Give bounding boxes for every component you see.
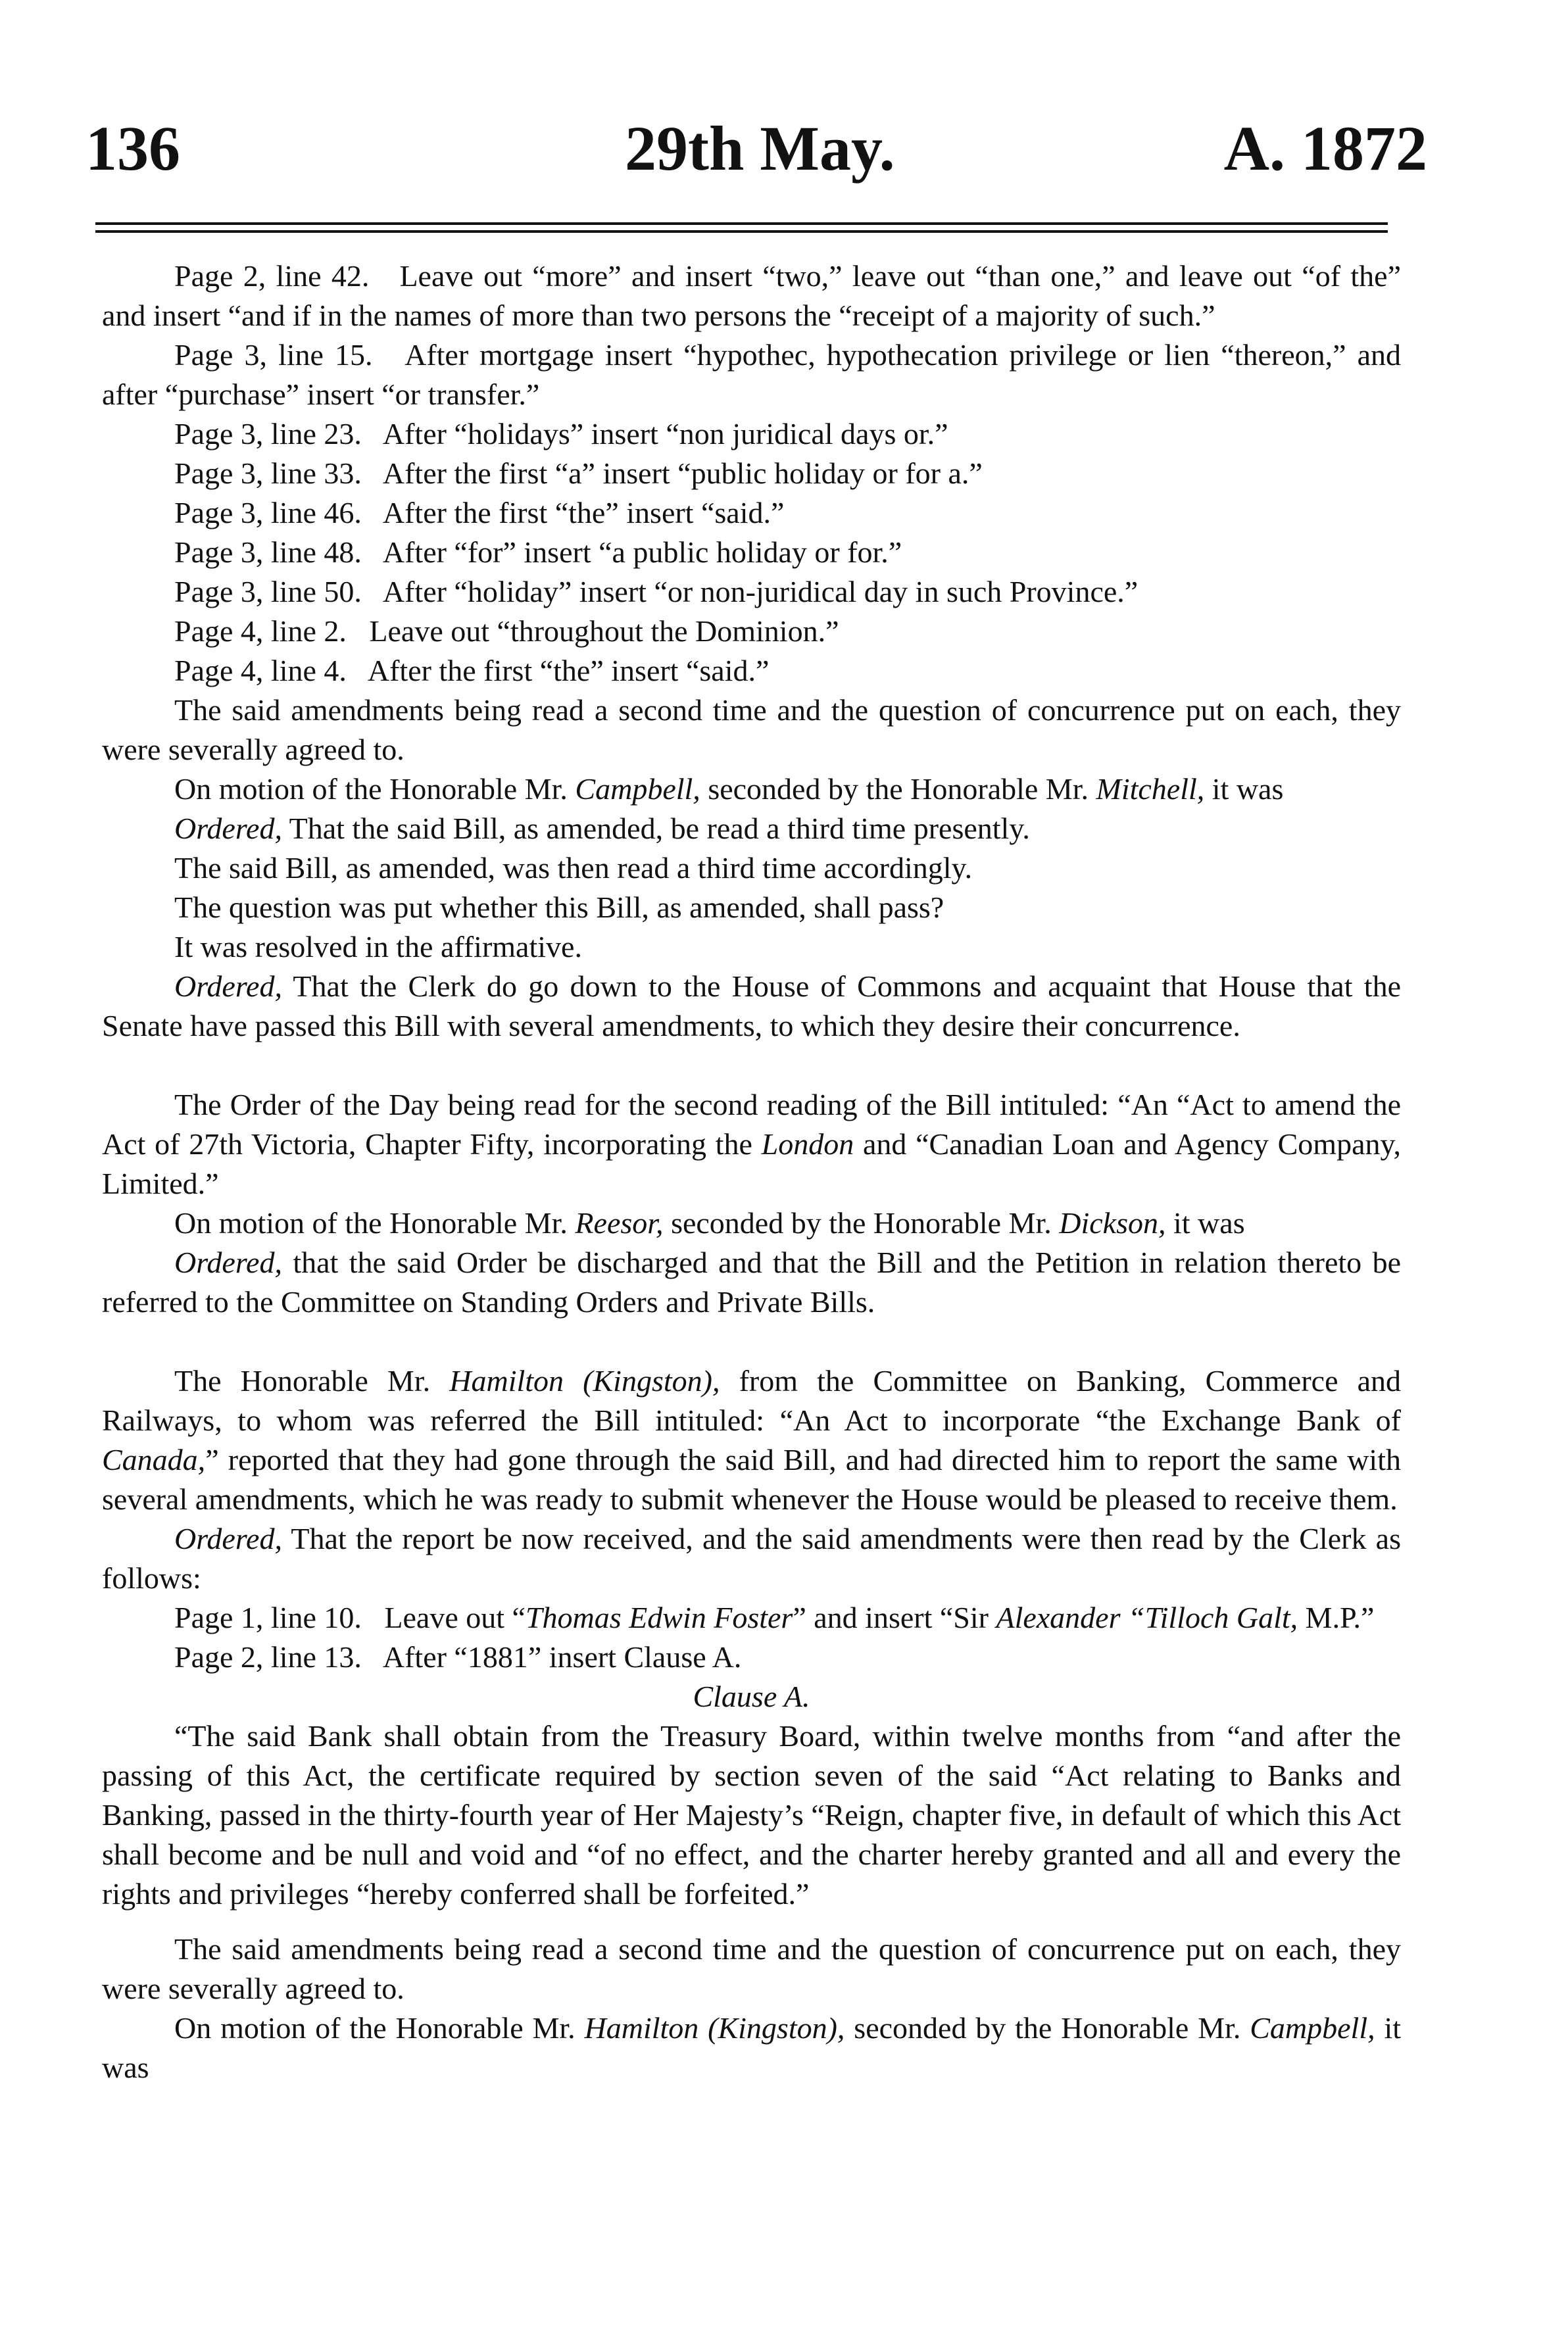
- header-rule-top: [95, 222, 1388, 225]
- mover-name: Hamilton (Kingston),: [584, 2011, 845, 2045]
- order-text: The Order of the Day being read for the second reading of the Bill intituled: “An “Act to amend the Act of 27th Victoria, Chapter Fifty, incorporating the: [102, 1088, 1401, 1161]
- ordered-text: That the Clerk do go down to the House of Commons and acquaint that House that the Senate have passed this Bill with several amendments, to which they desire their concurrence.: [102, 969, 1401, 1042]
- bank-name: Canada,: [102, 1443, 206, 1476]
- amendment-page1-line10: [102, 1598, 1401, 1638]
- journal-text: [102, 256, 1401, 2087]
- amendment-text: M.P.”: [1305, 1601, 1375, 1634]
- amendment-ref: Page 3, line 23.: [174, 417, 362, 451]
- amendment-text: After “holidays” insert “non juridical days or.”: [382, 417, 948, 451]
- amendment-text: Leave out “throughout the Dominion.”: [369, 614, 839, 648]
- amendment-page2-line42: [102, 256, 1401, 335]
- reporter-name: Hamilton (Kingston),: [449, 1364, 720, 1398]
- committee-report-paragraph: [102, 1361, 1401, 1519]
- report-text: The Honorable Mr.: [174, 1364, 431, 1398]
- seconder-name: Campbell,: [1250, 2011, 1375, 2045]
- concurrence-paragraph: The said amendments being read a second time and the question of concurrence put on each, they were severally agreed to.: [102, 1932, 1401, 2005]
- motion-paragraph: [102, 1204, 1401, 1243]
- report-text: ” reported that they had gone through the said Bill, and had directed him to report the same with several amendments, which he was ready to submit whenever the House would be pleased to receive them.: [102, 1443, 1401, 1516]
- ordered-label: Ordered,: [174, 812, 282, 845]
- amendment-page2-line13: [102, 1638, 1401, 1677]
- amendment-ref: Page 3, line 50.: [174, 575, 362, 608]
- motion-text: it was: [102, 2011, 1402, 2084]
- order-text: and “Canadian Loan and Agency Company, Limited.”: [102, 1127, 1401, 1200]
- ordered-text: that the said Order be discharged and that the Bill and the Petition in relation thereto be referred to the Committee on Standing Orders and Private Bills.: [102, 1246, 1401, 1319]
- mover-name: Reesor,: [575, 1206, 664, 1240]
- amendment-ref: Page 3, line 33.: [174, 456, 362, 490]
- page-date: 29th May.: [625, 113, 895, 183]
- amendment-text: After the first “the” insert “said.”: [382, 496, 785, 529]
- motion-text: On motion of the Honorable Mr.: [174, 1206, 568, 1240]
- amendment-item: [102, 493, 1401, 533]
- ordered-text: That the said Bill, as amended, be read a third time presently.: [289, 812, 1030, 845]
- ordered-label: Ordered,: [174, 1522, 282, 1555]
- third-reading-paragraph: The said Bill, as amended, was then read a third time accordingly.: [174, 851, 973, 885]
- question-paragraph: The question was put whether this Bill, as amended, shall pass?: [174, 890, 944, 924]
- report-text: from the Committee on Banking, Commerce and Railways, to whom was referred the Bill intituled: “An Act to incorporate “the Exchange Bank of: [102, 1364, 1402, 1437]
- seconder-name: Dickson,: [1059, 1206, 1166, 1240]
- order-of-day-paragraph: [102, 1085, 1401, 1204]
- section-gap: [102, 1046, 1401, 1085]
- motion-paragraph: [102, 2009, 1401, 2087]
- amendment-item: [102, 454, 1401, 493]
- amendment-item: [102, 651, 1401, 691]
- seconder-name: Mitchell,: [1096, 772, 1205, 806]
- amendment-ref: Page 3, line 15.: [174, 338, 373, 372]
- motion-text: seconded by the Honorable Mr.: [708, 772, 1089, 806]
- resolved-paragraph: It was resolved in the affirmative.: [174, 930, 582, 963]
- clause-title: Clause A.: [693, 1680, 810, 1713]
- amendment-item: [102, 572, 1401, 612]
- clause-text: “The said Bank shall obtain from the Treasury Board, within twelve months from “and after the passing of this Act, the certificate required by section seven of the said “Act relating to Banks and Banking, passed in the thirty-fourth year of Her Majesty’s “Reign, chapter five, in default of which this Act shall become and be null and void and “of no effect, and the charter hereby granted and all and every the rights and privileges “hereby conferred shall be forfeited.”: [102, 1719, 1401, 1911]
- amendment-ref: Page 2, line 13.: [174, 1640, 362, 1674]
- motion-paragraph: [102, 769, 1401, 809]
- amendment-text: Leave out “more” and insert “two,” leave out “than one,” and leave out “of the” and insert “and if in the names of more than two persons the “receipt of a majority of such.”: [102, 259, 1401, 332]
- ordered-text: That the report be now received, and the said amendments were then read by the Clerk as follows:: [102, 1522, 1401, 1595]
- page-year: A. 1872: [1223, 113, 1427, 183]
- amendment-ref: Page 4, line 4.: [174, 654, 347, 687]
- page-header: [86, 112, 1427, 191]
- page-number: 136: [86, 113, 180, 183]
- ordered-label: Ordered,: [174, 969, 282, 1003]
- motion-text: it was: [1212, 772, 1284, 806]
- amendment-ref: Page 1, line 10.: [174, 1601, 362, 1634]
- motion-text: it was: [1173, 1206, 1245, 1240]
- amendment-ref: Page 3, line 46.: [174, 496, 362, 529]
- amendment-ref: Page 3, line 48.: [174, 535, 362, 569]
- amendment-list: [102, 335, 1401, 691]
- amendment-item: [102, 612, 1401, 651]
- ordered-paragraph: [102, 809, 1401, 848]
- person-name: Thomas Edwin Foster: [525, 1601, 793, 1634]
- motion-text: On motion of the Honorable Mr.: [174, 2011, 576, 2045]
- ordered-paragraph: [102, 1243, 1401, 1322]
- amendment-item: [102, 533, 1401, 572]
- amendment-text: After the first “the” insert “said.”: [367, 654, 770, 687]
- amendment-ref: Page 4, line 2.: [174, 614, 347, 648]
- amendment-text: After mortgage insert “hypothec, hypothecation privilege or lien “thereon,” and after “purchase” insert “or transfer.”: [102, 338, 1401, 411]
- amendment-ref: Page 2, line 42.: [174, 259, 370, 293]
- ordered-label: Ordered,: [174, 1246, 282, 1279]
- amendment-text: After the first “a” insert “public holiday or for a.”: [382, 456, 983, 490]
- motion-text: On motion of the Honorable Mr.: [174, 772, 568, 806]
- amendment-text: Leave out “: [384, 1601, 526, 1634]
- section-gap: [102, 1322, 1401, 1361]
- motion-text: seconded by the Honorable Mr.: [854, 2011, 1241, 2045]
- amendment-item: [102, 414, 1401, 454]
- motion-text: seconded by the Honorable Mr.: [671, 1206, 1052, 1240]
- ordered-paragraph: [102, 1519, 1401, 1598]
- amendment-text: After “for” insert “a public holiday or for.”: [382, 535, 902, 569]
- concurrence-paragraph: The said amendments being read a second time and the question of concurrence put on each, they were severally agreed to.: [102, 693, 1401, 766]
- section-gap: [102, 1914, 1401, 1930]
- ordered-paragraph: [102, 967, 1401, 1046]
- amendment-text: After “holiday” insert “or non-juridical day in such Province.”: [382, 575, 1139, 608]
- mover-name: Campbell,: [575, 772, 700, 806]
- amendment-item: [102, 335, 1401, 414]
- person-name: Alexander “Tilloch Galt,: [996, 1601, 1298, 1634]
- amendment-text: After “1881” insert Clause A.: [382, 1640, 742, 1674]
- company-name: London: [761, 1127, 854, 1161]
- amendment-text: ” and insert “Sir: [793, 1601, 989, 1634]
- header-rule-bottom: [95, 230, 1388, 233]
